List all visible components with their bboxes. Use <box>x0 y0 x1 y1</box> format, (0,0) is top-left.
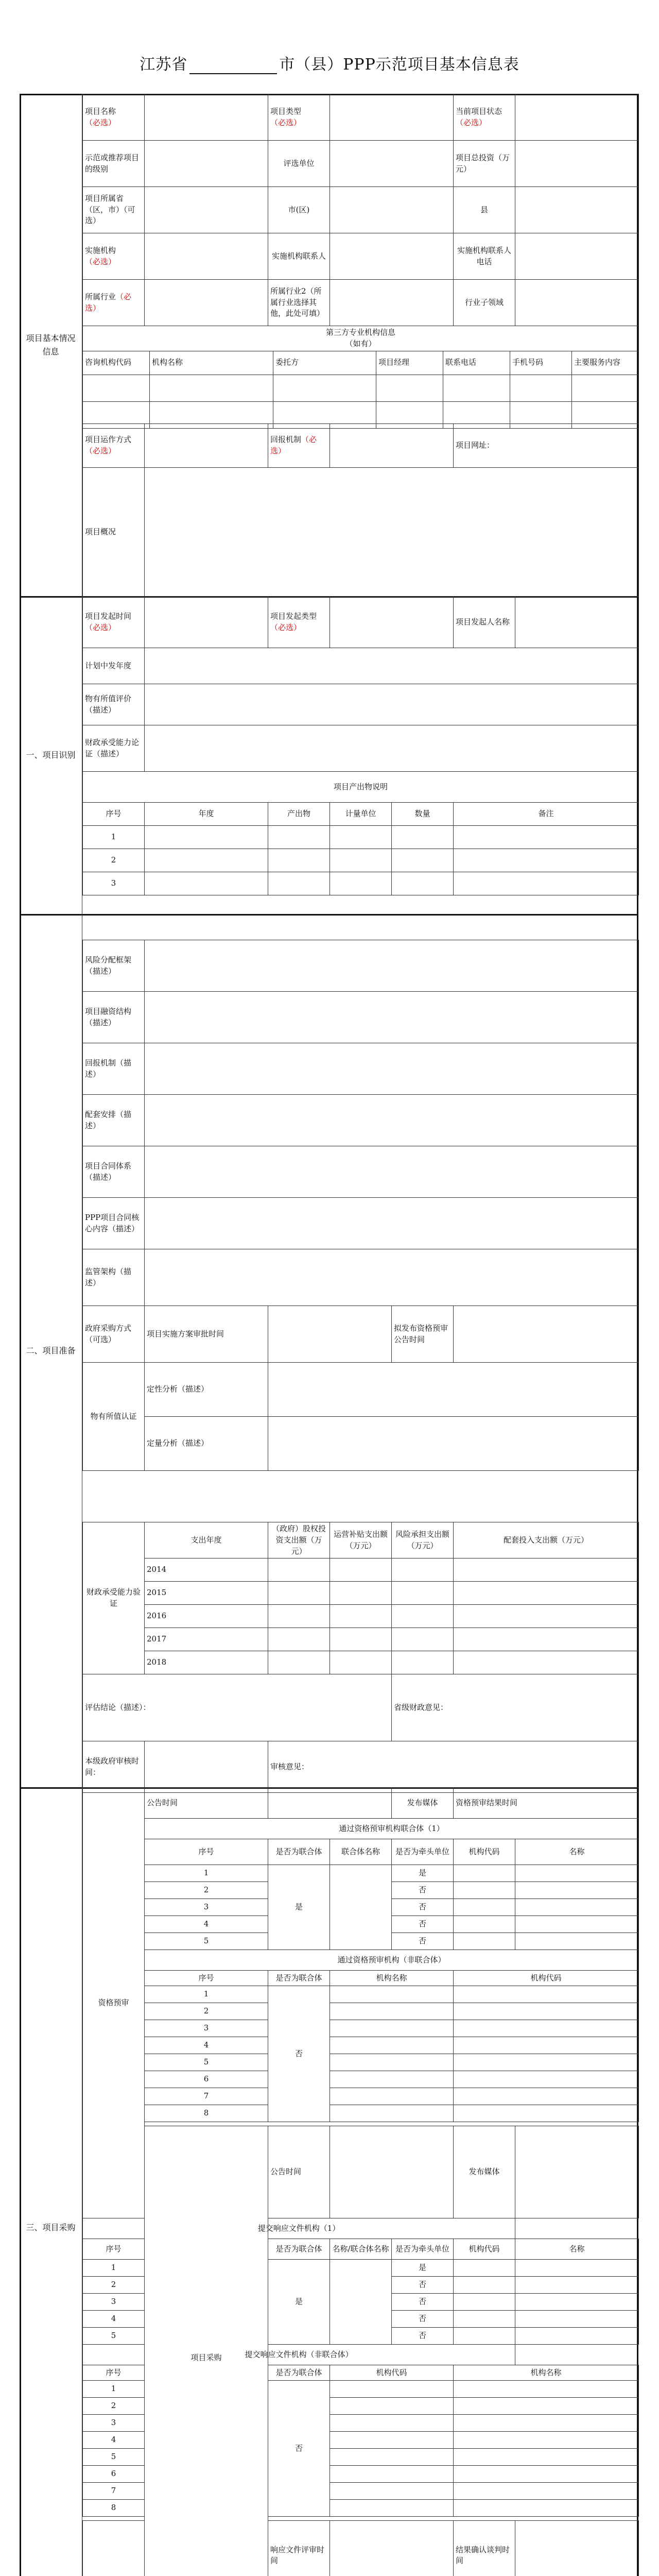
preparation-table <box>82 940 639 1471</box>
lead-value: 是 <box>392 1865 454 1882</box>
table-cell[interactable] <box>330 826 392 849</box>
industry-value[interactable] <box>145 280 268 326</box>
table-cell[interactable] <box>510 375 572 401</box>
row-seq: 1 <box>83 826 145 849</box>
project-name-label: 项目名称 （必选） <box>83 94 145 141</box>
table-cell[interactable] <box>330 1628 392 1651</box>
supporting-label: 配套安排（描述） <box>83 1095 145 1146</box>
table-cell[interactable] <box>273 375 376 401</box>
risk-label: 风险分配框架（描述） <box>83 940 145 992</box>
table-cell[interactable] <box>268 1628 330 1651</box>
row-seq: 3 <box>145 2020 268 2037</box>
project-type-value[interactable] <box>330 94 454 141</box>
table-cell[interactable] <box>330 2466 454 2483</box>
table-cell[interactable] <box>330 2105 454 2122</box>
table-cell[interactable] <box>392 872 454 895</box>
table-cell[interactable] <box>454 2277 515 2294</box>
supervision-label: 监管架构（描述） <box>83 1249 145 1306</box>
identification-table <box>82 596 639 772</box>
media-label: 发布媒体 <box>392 1788 454 1819</box>
operation-mode-label: 项目运作方式（必选） <box>83 424 145 468</box>
is-joint-value: 否 <box>268 2381 330 2517</box>
row-seq: 7 <box>83 2483 145 2500</box>
table-cell[interactable] <box>268 826 330 849</box>
row-seq: 2 <box>145 2003 268 2020</box>
operation-mode-table <box>82 423 639 597</box>
overview-value[interactable] <box>145 468 639 597</box>
table-cell[interactable] <box>392 826 454 849</box>
row-seq: 1 <box>83 2381 145 2398</box>
lead-value: 否 <box>392 2328 454 2345</box>
table-cell[interactable] <box>515 2311 639 2328</box>
row-seq: 5 <box>145 2054 268 2071</box>
year-cell: 2018 <box>145 1651 268 1674</box>
table-cell[interactable] <box>268 1558 330 1582</box>
table-cell[interactable] <box>330 2037 454 2054</box>
third-party-header: 第三方专业机构信息 （如有） <box>83 326 639 351</box>
demo-level-value[interactable] <box>145 141 268 187</box>
col-seq: 序号 <box>145 1839 268 1865</box>
pass-single-header: 通过资格预审机构（非联合体） <box>145 1950 639 1971</box>
col-name: 名称 <box>515 1839 639 1865</box>
row-seq: 7 <box>145 2088 268 2105</box>
vfm-value[interactable] <box>145 684 639 725</box>
table-cell[interactable] <box>515 2260 639 2277</box>
row-seq: 4 <box>83 2311 145 2328</box>
table-cell[interactable] <box>83 375 150 401</box>
is-joint-value: 是 <box>268 2260 330 2345</box>
table-cell[interactable] <box>330 1605 392 1628</box>
initiator-label: 项目发起人名称 <box>454 597 515 648</box>
table-cell[interactable] <box>392 1582 454 1605</box>
sub-field-value[interactable] <box>515 280 639 326</box>
col-mobile: 手机号码 <box>510 351 572 375</box>
table-cell[interactable] <box>330 2054 454 2071</box>
table-cell[interactable] <box>330 849 392 872</box>
sub-field-label: 行业子领域 <box>454 280 515 326</box>
col-consult-code: 咨询机构代码 <box>83 351 150 375</box>
table-cell[interactable] <box>454 2500 639 2517</box>
row-seq: 6 <box>83 2466 145 2483</box>
table-cell[interactable] <box>515 1933 639 1950</box>
row-seq: 2 <box>83 849 145 872</box>
city-label: 市(区) <box>268 187 330 233</box>
table-cell[interactable] <box>454 1899 515 1916</box>
fiscal-table <box>82 1522 639 1793</box>
table-cell[interactable] <box>454 2020 639 2037</box>
is-joint-value: 是 <box>268 1865 330 1950</box>
table-cell[interactable] <box>330 2483 454 2500</box>
table-cell[interactable] <box>268 849 330 872</box>
table-cell[interactable] <box>454 1986 639 2003</box>
finance-structure-label: 项目融资结构（描述） <box>83 992 145 1043</box>
col-equity-spend: （政府）股权投资支出额（万元） <box>268 1522 330 1558</box>
impl-contact-value[interactable] <box>330 233 454 280</box>
table-cell[interactable] <box>454 1605 639 1628</box>
row-seq: 5 <box>83 2449 145 2466</box>
qualitative-label: 定性分析（描述） <box>145 1363 268 1417</box>
table-cell[interactable] <box>454 2466 639 2483</box>
vfm-label: 物有所值评价（描述） <box>83 684 145 725</box>
section-procurement-label: 三、项目采购 <box>20 1787 82 2576</box>
table-cell[interactable] <box>515 1899 639 1916</box>
project-status-value[interactable] <box>515 94 639 141</box>
contract-core-label: PPP项目合同核心内容（描述） <box>83 1198 145 1249</box>
col-is-joint: 是否为联合体 <box>268 1971 330 1986</box>
table-cell[interactable] <box>330 1986 454 2003</box>
col-is-joint: 是否为联合体 <box>268 2239 330 2260</box>
table-cell[interactable] <box>330 1558 392 1582</box>
table-cell[interactable] <box>145 826 268 849</box>
impl-agency-label: 实施机构 （必选） <box>83 233 145 280</box>
table-cell[interactable] <box>330 2071 454 2088</box>
table-cell[interactable] <box>392 1628 454 1651</box>
col-contact-phone: 联系电话 <box>443 351 510 375</box>
fiscal-label: 财政承受能力论证（描述） <box>83 725 145 772</box>
finance-opinion[interactable]: 省级财政意见： <box>392 1674 639 1741</box>
basic-info-table <box>82 94 639 326</box>
lead-value: 否 <box>392 2311 454 2328</box>
procure-label: 项目采购 <box>145 2126 268 2576</box>
col-agency-name: 机构名称 <box>150 351 273 375</box>
lead-value: 否 <box>392 1933 454 1950</box>
supervision-value[interactable] <box>145 1249 639 1306</box>
return-value[interactable] <box>145 1043 639 1095</box>
col-seq: 序号 <box>83 2239 145 2260</box>
row-seq: 2 <box>145 1882 268 1899</box>
row-seq: 6 <box>145 2071 268 2088</box>
gov-approve-label: 本级政府审核时间： <box>83 1741 145 1793</box>
project-name-value[interactable] <box>145 94 268 141</box>
col-support-spend: 配套投入支出额（万元） <box>454 1522 639 1558</box>
col-spend-year: 支出年度 <box>145 1522 268 1558</box>
col-year: 年度 <box>145 803 268 826</box>
year-cell: 2017 <box>145 1628 268 1651</box>
initiator-value[interactable] <box>515 597 639 648</box>
document-title: 江苏省 市（县）PPP示范项目基本信息表 <box>140 56 519 74</box>
city-blank[interactable] <box>189 60 277 74</box>
initiate-time-label: 项目发起时间（必选） <box>83 597 145 648</box>
section-identification-label: 一、项目识别 <box>20 596 82 914</box>
col-org-code: 机构代码 <box>454 1839 515 1865</box>
announce-time-label: 公告时间 <box>268 2126 330 2218</box>
table-cell[interactable] <box>330 1582 392 1605</box>
table-cell[interactable] <box>330 1651 392 1674</box>
output-header: 项目产出物说明 <box>83 772 639 803</box>
table-cell[interactable] <box>145 849 268 872</box>
table-cell[interactable] <box>454 1582 639 1605</box>
table-cell[interactable] <box>392 849 454 872</box>
eval-time-label: 响应文件评审时间 <box>268 2521 330 2576</box>
col-org-code: 机构代码 <box>454 1971 639 1986</box>
table-cell[interactable] <box>145 872 268 895</box>
total-investment-label: 项目总投资（万元） <box>454 141 515 187</box>
project-site-label[interactable]: 项目网址： <box>454 424 639 468</box>
table-cell[interactable] <box>454 1933 515 1950</box>
table-cell[interactable] <box>572 375 639 401</box>
col-remark: 备注 <box>454 803 639 826</box>
table-cell[interactable] <box>330 2088 454 2105</box>
row-seq: 2 <box>83 2398 145 2415</box>
col-joint-name: 名称/联合体名称 <box>330 2239 392 2260</box>
confirm-time-value[interactable] <box>515 2521 639 2576</box>
table-cell[interactable] <box>330 2449 454 2466</box>
table-cell[interactable] <box>330 2020 454 2037</box>
prequal-label: 资格预审 <box>83 1788 145 2218</box>
eval-unit-label: 评选单位 <box>268 141 330 187</box>
row-seq: 3 <box>83 2294 145 2311</box>
result-label <box>83 2521 145 2576</box>
fiscal-proof-label: 财政承受能力验证 <box>83 1522 145 1674</box>
table-cell[interactable] <box>454 1882 515 1899</box>
col-seq: 序号 <box>83 2365 145 2381</box>
col-org-name: 机构名称 <box>454 2365 639 2381</box>
table-cell[interactable] <box>454 2071 639 2088</box>
table-cell[interactable] <box>392 1558 454 1582</box>
initiate-type-value[interactable] <box>330 597 454 648</box>
col-is-lead: 是否为牵头单位 <box>392 1839 454 1865</box>
table-cell[interactable] <box>454 2105 639 2122</box>
output-table <box>82 771 639 895</box>
table-cell[interactable] <box>454 1865 515 1882</box>
impl-agency-value[interactable] <box>145 233 268 280</box>
is-joint-value: 否 <box>268 1986 330 2122</box>
contract-core-value[interactable] <box>145 1198 639 1249</box>
risk-value[interactable] <box>145 940 639 992</box>
resp-single-header: 提交响应文件机构（非联合体） <box>83 2345 515 2365</box>
table-cell[interactable] <box>454 1628 639 1651</box>
impl-phone-value[interactable] <box>515 233 639 280</box>
table-cell[interactable] <box>330 2432 454 2449</box>
table-cell[interactable] <box>515 2294 639 2311</box>
issue-time-value[interactable] <box>454 1306 639 1363</box>
industry-label: 所属行业（必选） <box>83 280 145 326</box>
eval-time-value[interactable] <box>330 2521 454 2576</box>
col-unit: 计量单位 <box>330 803 392 826</box>
table-cell[interactable] <box>330 872 392 895</box>
table-cell[interactable] <box>454 2398 639 2415</box>
table-cell[interactable] <box>454 2294 515 2311</box>
section-basic-info-label: 项目基本情况信息 <box>20 94 82 596</box>
return-mech-value[interactable] <box>330 424 454 468</box>
table-cell[interactable] <box>454 2037 639 2054</box>
table-cell[interactable] <box>330 2381 454 2398</box>
year-cell: 2015 <box>145 1582 268 1605</box>
row-seq: 1 <box>83 2260 145 2277</box>
table-cell[interactable] <box>330 2003 454 2020</box>
pass-joint-header: 通过资格预审机构联合体（1） <box>145 1819 639 1839</box>
approve-time-label: 项目实施方案审批时间 <box>145 1306 268 1363</box>
year-cell: 2014 <box>145 1558 268 1582</box>
announce-time-label: 公告时间 <box>145 1788 268 1819</box>
col-is-lead: 是否为牵头单位 <box>392 2239 454 2260</box>
table-cell[interactable] <box>454 872 639 895</box>
table-cell[interactable] <box>443 375 510 401</box>
lead-value: 否 <box>392 2294 454 2311</box>
table-cell[interactable] <box>454 2415 639 2432</box>
review-opinion[interactable]: 审核意见： <box>268 1741 639 1793</box>
qualitative-value[interactable] <box>268 1363 639 1417</box>
initiate-time-value[interactable] <box>145 597 268 648</box>
lead-value: 是 <box>392 2260 454 2277</box>
resp-joint-header: 提交响应文件机构（1） <box>83 2218 515 2239</box>
row-seq: 3 <box>83 872 145 895</box>
col-name: 名称 <box>515 2239 639 2260</box>
row-seq: 8 <box>83 2500 145 2517</box>
joint-name-value[interactable] <box>330 1865 392 1950</box>
supporting-value[interactable] <box>145 1095 639 1146</box>
table-cell[interactable] <box>454 2003 639 2020</box>
col-org-name: 机构名称 <box>330 1971 454 1986</box>
impl-contact-label: 实施机构联系人 <box>268 233 330 280</box>
col-is-joint: 是否为联合体 <box>268 2365 330 2381</box>
procure-mode-label: 政府采购方式（可选） <box>83 1306 145 1363</box>
table-cell[interactable] <box>515 1916 639 1933</box>
lead-value: 否 <box>392 1882 454 1899</box>
overview-label: 项目概况 <box>83 468 145 597</box>
contract-system-label: 项目合同体系（描述） <box>83 1146 145 1198</box>
table-cell[interactable] <box>268 1605 330 1628</box>
table-cell[interactable] <box>376 375 443 401</box>
table-cell[interactable] <box>268 1651 330 1674</box>
row-seq: 2 <box>83 2277 145 2294</box>
total-investment-value[interactable] <box>515 141 639 187</box>
return-mech-label: 回报机制（必选） <box>268 424 330 468</box>
row-seq: 1 <box>145 1986 268 2003</box>
contract-system-value[interactable] <box>145 1146 639 1198</box>
initiate-type-label: 项目发起类型（必选） <box>268 597 330 648</box>
lead-value: 否 <box>392 1899 454 1916</box>
spacer <box>145 2122 639 2126</box>
row-seq: 3 <box>83 2415 145 2432</box>
joint-name-value[interactable] <box>330 2260 392 2345</box>
table-cell[interactable] <box>268 1582 330 1605</box>
table-cell[interactable] <box>454 1651 639 1674</box>
table-cell[interactable] <box>515 1882 639 1899</box>
row-seq: 4 <box>145 2037 268 2054</box>
city-value[interactable] <box>330 187 454 233</box>
eval-unit-value[interactable] <box>330 141 454 187</box>
fiscal-value[interactable] <box>145 725 639 772</box>
col-risk-spend: 风险承担支出额（万元） <box>392 1522 454 1558</box>
row-seq: 4 <box>83 2432 145 2449</box>
table-cell[interactable] <box>454 2311 515 2328</box>
col-is-joint: 是否为联合体 <box>268 1839 330 1865</box>
eval-conclusion[interactable]: 评估结论（描述）： <box>83 1674 392 1741</box>
project-status-label: 当前项目状态 （必选） <box>454 94 515 141</box>
row-seq: 8 <box>145 2105 268 2122</box>
table-cell[interactable] <box>392 1651 454 1674</box>
county-label: 县 <box>454 187 515 233</box>
year-cell: 2016 <box>145 1605 268 1628</box>
row-seq: 4 <box>145 1916 268 1933</box>
row-seq: 3 <box>145 1899 268 1916</box>
industry2-value[interactable] <box>330 280 454 326</box>
row-seq: 5 <box>83 2328 145 2345</box>
procurement-table <box>82 1787 639 2576</box>
table-cell[interactable] <box>454 849 639 872</box>
table-cell[interactable] <box>515 2277 639 2294</box>
row-seq: 5 <box>145 1933 268 1950</box>
section-preparation-label: 二、项目准备 <box>20 914 82 1787</box>
table-cell[interactable] <box>454 1558 639 1582</box>
confirm-time-label: 结果确认谈判时间 <box>454 2521 515 2576</box>
announce-time-value[interactable] <box>330 2126 454 2218</box>
spacer <box>83 2517 515 2521</box>
col-org-code: 机构代码 <box>454 2239 515 2260</box>
col-client: 委托方 <box>273 351 376 375</box>
table-cell[interactable] <box>515 1865 639 1882</box>
col-output: 产出物 <box>268 803 330 826</box>
table-cell[interactable] <box>454 2054 639 2071</box>
media-label: 发布媒体 <box>454 2126 515 2218</box>
third-party-table <box>82 326 639 429</box>
section-divider <box>20 914 638 916</box>
table-cell[interactable] <box>150 375 273 401</box>
table-cell[interactable] <box>330 2500 454 2517</box>
vfm-proof-label: 物有所值认证 <box>83 1363 145 1471</box>
demo-level-label: 示范或推荐项目的级别 <box>83 141 145 187</box>
plan-year-value[interactable] <box>145 648 639 684</box>
issue-time-label: 拟发布资格预审公告时间 <box>392 1306 454 1363</box>
county-value[interactable] <box>515 187 639 233</box>
table-cell[interactable] <box>454 2328 515 2345</box>
col-org-code: 机构代码 <box>330 2365 454 2381</box>
industry2-label: 所属行业2（所属行业选择其他，此处可填） <box>268 280 330 326</box>
operation-mode-value[interactable] <box>145 424 268 468</box>
col-subsidy-spend: 运营补贴支出额（万元） <box>330 1522 392 1558</box>
approve-time-value[interactable] <box>268 1306 392 1363</box>
lead-value: 否 <box>392 1916 454 1933</box>
col-service-content: 主要服务内容 <box>572 351 639 375</box>
table-cell[interactable] <box>454 2432 639 2449</box>
table-cell[interactable] <box>392 1605 454 1628</box>
table-cell[interactable] <box>330 2398 454 2415</box>
table-cell[interactable] <box>454 826 639 849</box>
col-project-manager: 项目经理 <box>376 351 443 375</box>
lead-value: 否 <box>392 2277 454 2294</box>
col-seq: 序号 <box>83 803 145 826</box>
quantitative-label: 定量分析（描述） <box>145 1417 268 1471</box>
row-seq: 1 <box>145 1865 268 1882</box>
announce-time-value[interactable] <box>268 1788 392 1819</box>
table-cell[interactable] <box>454 1916 515 1933</box>
return-label: 回报机制（描述） <box>83 1043 145 1095</box>
province-value[interactable] <box>145 187 268 233</box>
gov-approve-value[interactable] <box>145 1741 268 1793</box>
table-cell[interactable] <box>330 2415 454 2432</box>
col-seq: 序号 <box>145 1971 268 1986</box>
plan-year-label: 计划中发年度 <box>83 648 145 684</box>
table-cell[interactable] <box>454 2088 639 2105</box>
project-type-label: 项目类型 （必选） <box>268 94 330 141</box>
table-cell[interactable] <box>454 2260 515 2277</box>
table-cell[interactable] <box>454 2449 639 2466</box>
prequal-result-time: 资格预审结果时间 <box>454 1788 639 1819</box>
table-cell[interactable] <box>454 2381 639 2398</box>
col-quantity: 数量 <box>392 803 454 826</box>
quantitative-value[interactable] <box>268 1417 639 1471</box>
table-cell[interactable] <box>454 2483 639 2500</box>
col-joint-name: 联合体名称 <box>330 1839 392 1865</box>
media-value[interactable] <box>515 2126 639 2218</box>
finance-structure-value[interactable] <box>145 992 639 1043</box>
table-cell[interactable] <box>515 2328 639 2345</box>
province-label: 项目所属省（区，市）（可选） <box>83 187 145 233</box>
table-cell[interactable] <box>268 872 330 895</box>
impl-phone-label: 实施机构联系人电话 <box>454 233 515 280</box>
